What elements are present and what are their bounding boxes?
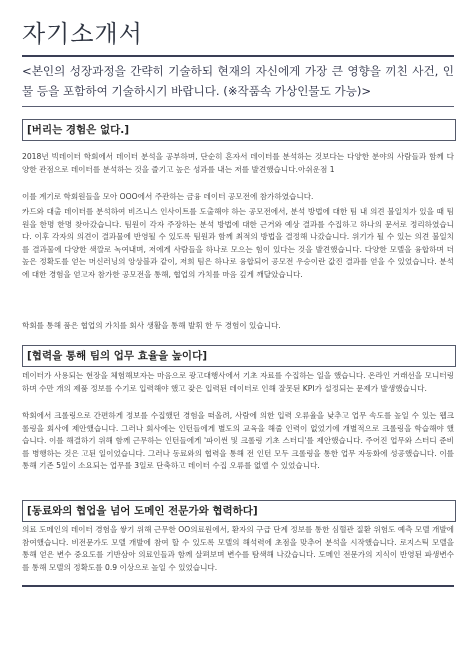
prompt-divider	[22, 106, 454, 107]
section-heading: [협력을 통해 팀의 업무 효율을 높이다]	[22, 345, 456, 367]
document-prompt: <본인의 성장과정을 간략히 기술하되 현재의 자신에게 가장 큰 영향을 끼친 사건, 인물 등을 포함하여 기술하시기 바랍니다. (※작품속 가상인물도 가능)>	[22, 64, 454, 98]
section-heading: [동료와의 협업을 넘어 도메인 전문가와 협력하다]	[22, 500, 456, 522]
paragraph: 2018년 빅데이터 학회에서 데이터 분석을 공부하며, 단순히 혼자서 데이터를 분석하는 것보다는 다양한 분야의 사람들과 함께 다양한 관점으로 데이터를 분석하는 것을 즐기고 높은 성과를 내는 저를 발견했습니다.아쉬운점 1	[22, 152, 454, 174]
paragraph: 학회를 통해 품은 협업의 가치를 회사 생활을 통해 발휘 한 두 경험이 있습니다.	[22, 321, 281, 330]
title-divider	[22, 55, 454, 57]
document-title: 자기소개서	[22, 20, 143, 48]
paragraph: 학회에서 크롤링으로 간편하게 정보를 수집했던 경험을 떠올려, 사람에 의한 입력 오류율을 낮추고 업무 속도를 높일 수 있는 웹크롤링을 회사에 제안했습니다. 그러나 회사에는 인턴들에게 별도의 교육을 해줄 인력이 없었기에 개별적으로 크롤링을 학습해야 했습니다. 이를 해결하기 위해 함께 근무하는 인턴들에게 '파이썬 및 크롤링 기초 스터디'를 제안했습니다. 주어진 업무와 스터디 준비를 병행하는 것은 고된 일이었습니다. 그러나 동료와의 협력을 통해 전 인턴 모두 크롤링을 통한 업무 자동화에 성공했습니다. 이를 통해 기존 5일이 소요되는 업무를 3일로 단축하고 데이터 수집 오류를 없앨 수 있었습니다.	[22, 411, 454, 470]
paragraph: 데이터가 사용되는 현장을 체험해보자는 마음으로 광고대행사에서 기초 자료를 수집하는 일을 했습니다. 온라인 거래선을 모니터링하며 수만 개의 제품 정보를 수기로 입력해야 했고 잦은 입력된 데이터로 인해 잘못된 KPI가 설정되는 문제가 발생했습니다.	[22, 371, 454, 393]
paragraph: 이를 계기로 학회원들을 모아 OOO에서 주관하는 금융 데이터 공모전에 참가하였습니다.	[22, 192, 314, 201]
section-heading: [버리는 경험은 없다.]	[22, 119, 456, 141]
bottom-divider	[22, 585, 454, 587]
paragraph: 카드와 대출 데이터를 분석하여 비즈니스 인사이트를 도출해야 하는 공모전에서, 분석 방법에 대한 팀 내 의견 불일치가 있을 때 팀원을 한명 한명 찾아갔습니다. 팀원이 각자 주장하는 분석 방법에 대한 근거와 예상 결과를 수집하고 하나의 문서로 정리하였습니다. 이후 각자의 의견이 결과물에 반영될 수 있도록 팀원과 함께 최적의 방법을 결정해 나갔습니다. 위기가 될 수 있는 의견 불일치를 결과물에 다양한 색깔로 녹여내며, 저에게 사람들을 하나로 모으는 힘이 있다는 것을 발견했습니다. 다양한 모델을 융합하며 더 높은 정확도를 얻는 머신러닝의 앙상블과 같이, 저희 팀은 하나로 융합되어 공모전 우승이란 값진 결과를 얻을 수 있었습니다. 분석에 대한 경험을 얻고자 참가한 공모전을 통해, 협업의 가치를 마음 깊게 깨달았습니다.	[22, 207, 454, 279]
paragraph: 의료 도메인의 데이터 경험을 쌓기 위해 근무한 OO의료원에서, 환자의 구급 단계 정보를 통한 심혈관 질환 위험도 예측 모델 개발에 참여했습니다. 비전문가도 모델 개발에 참여 할 수 있도록 모델의 해석력에 초점을 맞추어 분석을 시작했습니다. 로지스틱 모델을 통해 얻은 변수 중요도를 기반삼아 의료인들과 함께 살펴보며 변수를 탐색해 나갔습니다. 도메인 전문가의 지식이 반영된 파생변수를 통해 모델의 정확도를 0.9 이상으로 높일 수 있었습니다.	[22, 525, 454, 572]
